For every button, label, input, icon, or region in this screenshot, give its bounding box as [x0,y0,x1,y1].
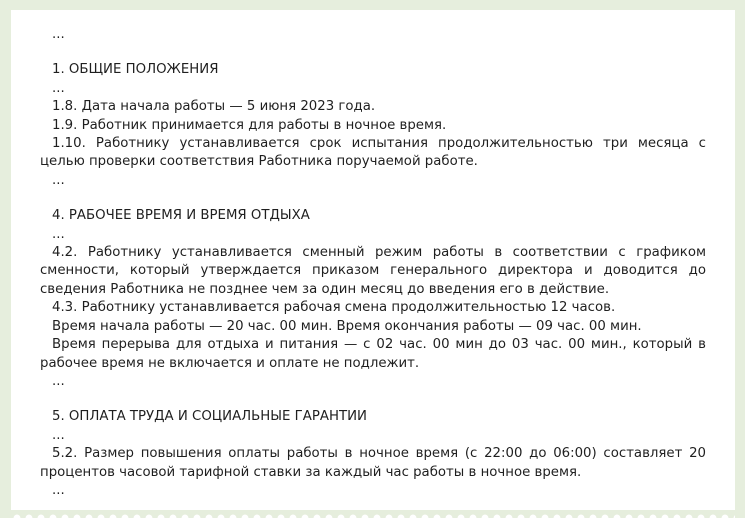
ellipsis: ... [52,80,65,96]
ellipsis: ... [52,226,65,242]
clause: 4.2. Работнику устанавливается сменный режим работы в соответствии с графиком сменности, который утверждается приказом генерального директора и доводится до сведения Работника не позднее чем за один месяц до введения его в действие. [40,245,706,297]
ellipsis: ... [52,27,65,42]
clause: 5.2. Размер повышения оплаты работы в ночное время (с 22:00 до 06:00) составляет 20 процентов часовой тарифной ставки за каждый час работы в ночное время. [40,446,706,480]
ellipsis: ... [52,482,65,498]
section-heading: 1. ОБЩИЕ ПОЛОЖЕНИЯ [52,62,219,78]
ellipsis: ... [52,427,65,443]
ellipsis: ... [52,373,65,389]
section-heading: 4. РАБОЧЕЕ ВРЕМЯ И ВРЕМЯ ОТДЫХА [52,208,310,224]
section-heading: 5. ОПЛАТА ТРУДА И СОЦИАЛЬНЫЕ ГАРАНТИИ [52,409,367,425]
torn-edge [11,510,735,518]
clause: 4.3. Работнику устанавливается рабочая смена продолжительностью 12 часов. [52,300,616,316]
clause: 1.9. Работник принимается для работы в ночное время. [52,117,447,133]
clause: 1.10. Работнику устанавливается срок испытания продолжительностью три месяца с целью проверки соответствия Работника поручаемой работе. [40,136,706,170]
clause: Время начала работы — 20 час. 00 мин. Время окончания работы — 09 час. 00 мин. [52,318,642,334]
ellipsis: ... [52,172,65,188]
clause: Время перерыва для отдыха и питания — с 02 час. 00 мин до 03 час. 00 мин., который в рабочее время не включается и оплате не подлежит. [40,337,706,371]
document-body [40,26,706,500]
clause: 1.8. Дата начала работы — 5 июня 2023 года. [52,99,376,115]
